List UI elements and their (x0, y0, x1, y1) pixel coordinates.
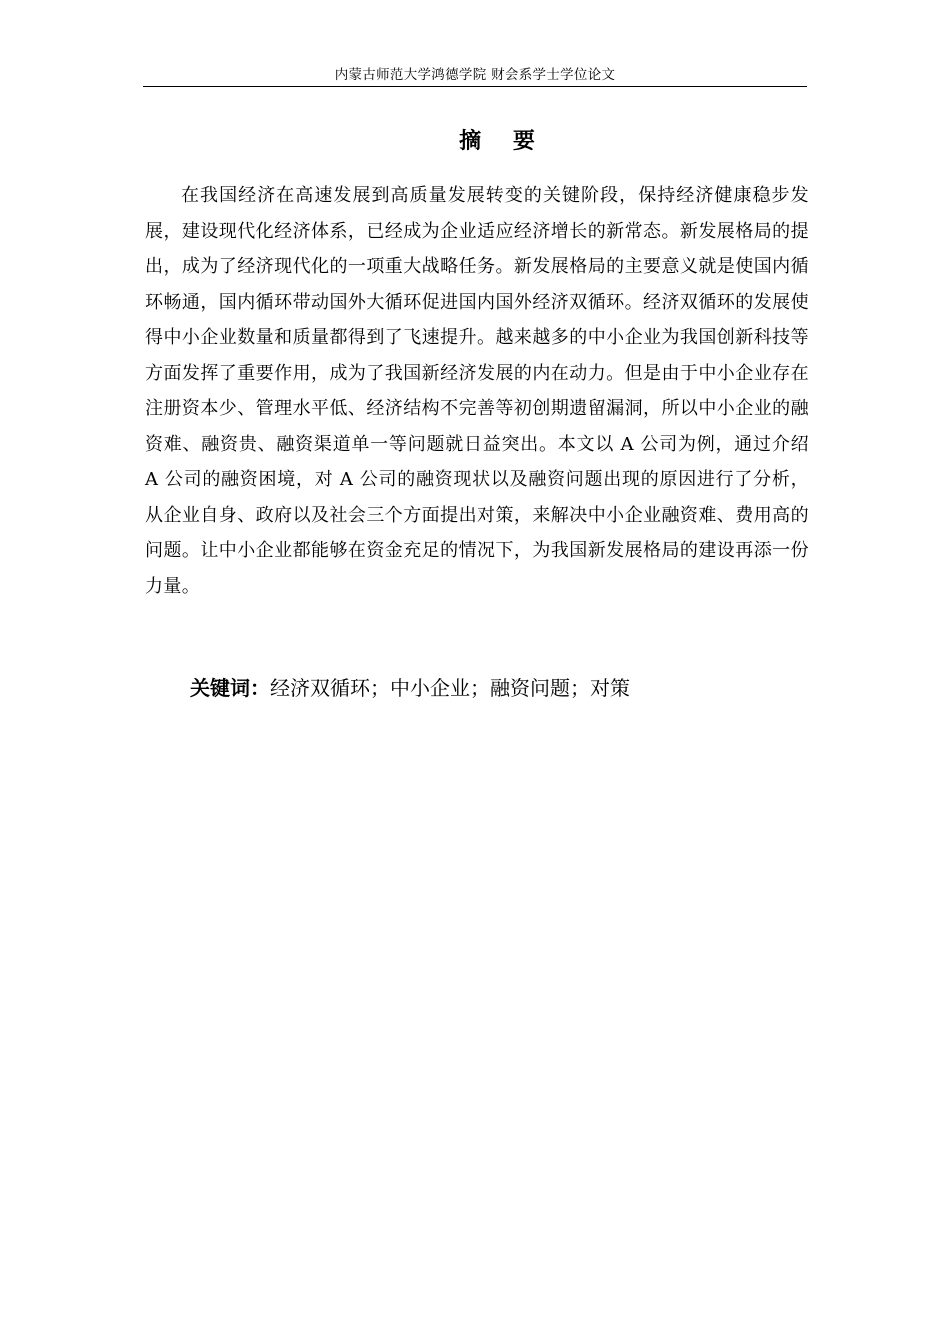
keywords-value: 经济双循环；中小企业；融资问题；对策 (270, 676, 630, 700)
page-header: 内蒙古师范大学鸿德学院 财会系学士学位论文 (334, 67, 616, 83)
keywords-line (190, 671, 810, 705)
header-rule (143, 86, 807, 87)
abstract-body: 在我国经济在高速发展到高质量发展转变的关键阶段，保持经济健康稳步发展，建设现代化经济体系，已经成为企业适应经济增长的新常态。新发展格局的提出，成为了经济现代化的一项重大战略任务。新发展格局的主要意义就是使国内循环畅通，国内循环带动国外大循环促进国内国外经济双循环。经济双循环的发展使得中小企业数量和质量都得到了飞速提升。越来越多的中小企业为我国创新科技等方面发挥了重要作用，成为了我国新经济发展的内在动力。但是由于中小企业存在注册资本少、管理水平低、经济结构不完善等初创期遗留漏洞，所以中小企业的融资难、融资贵、融资渠道单一等问题就日益突出。本文以 A 公司为例，通过介绍 A 公司的融资困境，对 A 公司的融资现状以及融资问题出现的原因进行了分析，从企业自身、政府以及社会三个方面提出对策，来解决中小企业融资难、费用高的问题。让中小企业都能够在资金充足的情况下，为我国新发展格局的建设再添一份力量。 (145, 185, 809, 597)
keywords-label: 关键词： (190, 676, 270, 700)
abstract-title: 摘 要 (459, 129, 547, 154)
